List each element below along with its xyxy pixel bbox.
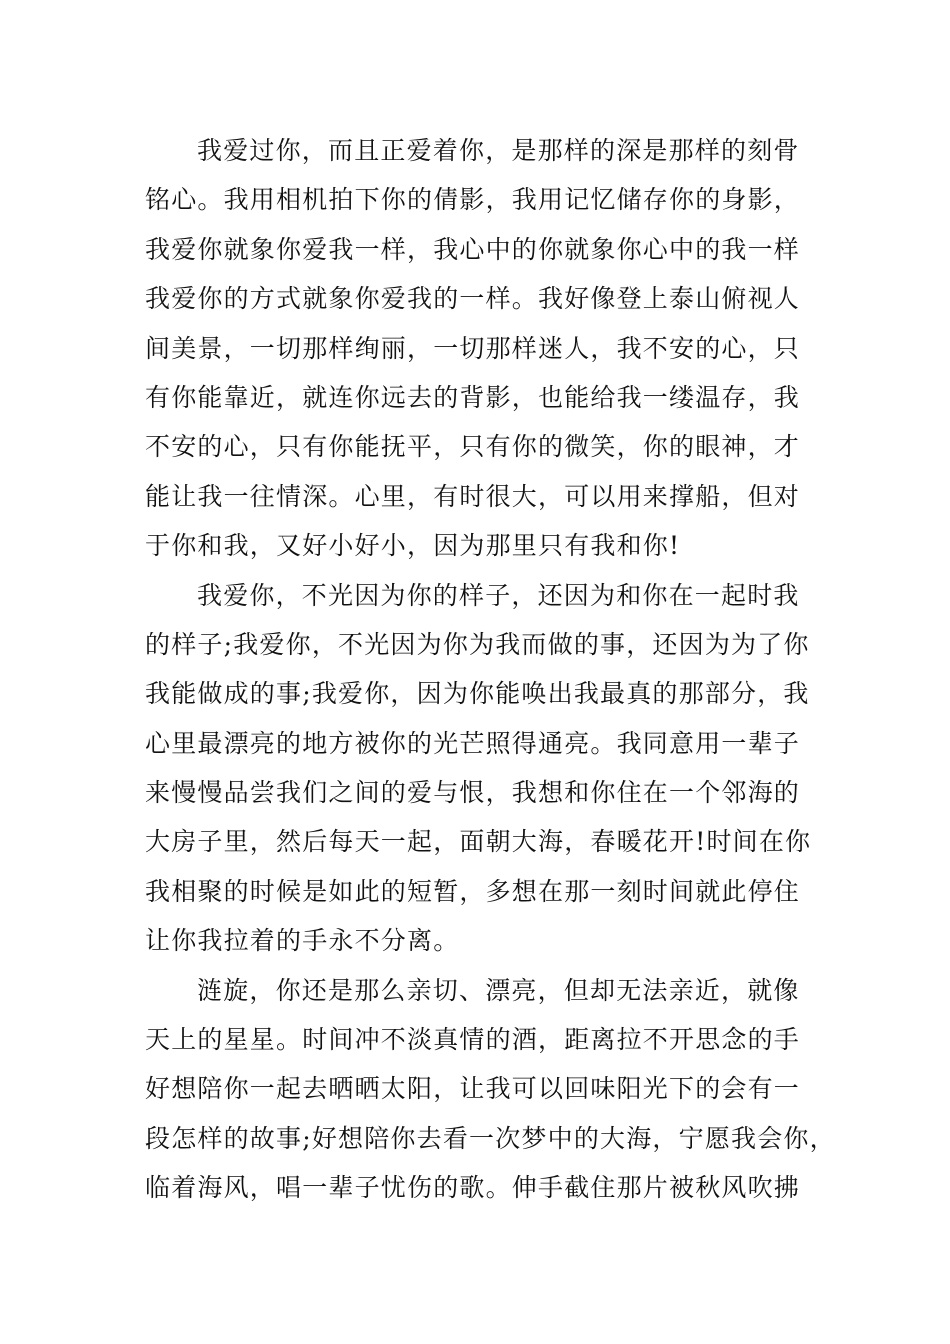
text-line: 段怎样的故事;好想陪你去看一次梦中的大海，宁愿我会你，	[145, 1123, 836, 1153]
text-line: 大房子里，然后每天一起，面朝大海，春暖花开!时间在你	[145, 827, 812, 857]
text-line: 不安的心，只有你能抚平，只有你的微笑，你的眼神，才	[145, 432, 801, 462]
text-line: 我相聚的时候是如此的短暂，多想在那一刻时间就此停住	[145, 876, 801, 906]
text-line: 好想陪你一起去晒晒太阳，让我可以回味阳光下的会有一	[145, 1074, 801, 1104]
text-line: 有你能靠近，就连你远去的背影，也能给我一缕温存，我	[145, 382, 801, 412]
text-line: 心里最漂亮的地方被你的光芒照得通亮。我同意用一辈子	[145, 728, 801, 758]
text-line: 铭心。我用相机拍下你的倩影，我用记忆储存你的身影，	[145, 185, 801, 215]
text-line: 我爱过你，而且正爱着你，是那样的深是那样的刻骨	[197, 136, 800, 165]
text-line: 我爱你，不光因为你的样子，还因为和你在一起时我	[197, 580, 800, 610]
text-line: 我爱你的方式就象你爱我的一样。我好像登上泰山俯视人	[145, 284, 801, 314]
paragraph-1	[145, 126, 845, 571]
document-body	[145, 126, 845, 1213]
text-line: 我能做成的事;我爱你，因为你能唤出我最真的那部分，我	[145, 679, 810, 709]
paragraph-2	[145, 571, 845, 966]
text-line: 能让我一往情深。心里，有时很大，可以用来撑船，但对	[145, 481, 801, 511]
text-line: 的样子;我爱你，不光因为你为我而做的事，还因为为了你	[145, 629, 810, 659]
text-line: 天上的星星。时间冲不淡真情的酒，距离拉不开思念的手	[145, 1025, 801, 1055]
text-line: 临着海风，唱一辈子忧伤的歌。伸手截住那片被秋风吹拂	[145, 1173, 801, 1203]
text-line: 我爱你就象你爱我一样，我心中的你就象你心中的我一样	[145, 234, 801, 264]
text-line: 来慢慢品尝我们之间的爱与恨，我想和你住在一个邻海的	[145, 778, 801, 808]
text-line: 于你和我，又好小好小，因为那里只有我和你!	[145, 531, 681, 561]
text-line: 涟旋，你还是那么亲切、漂亮，但却无法亲近，就像	[197, 975, 800, 1005]
text-line: 间美景，一切那样绚丽，一切那样迷人，我不安的心，只	[145, 333, 801, 363]
text-line: 让你我拉着的手永不分离。	[145, 926, 460, 956]
paragraph-3	[145, 966, 845, 1213]
